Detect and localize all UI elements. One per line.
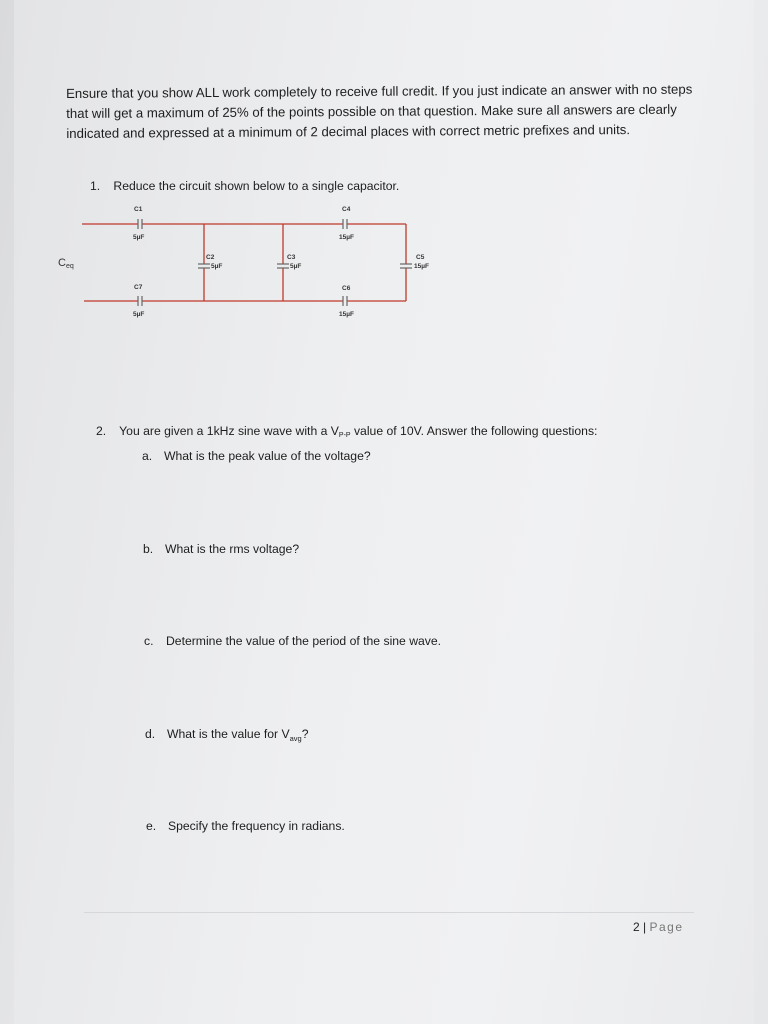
- c1-value: 5µF: [133, 234, 145, 241]
- c6-name: C6: [342, 285, 351, 292]
- c6-value: 15µF: [339, 311, 354, 318]
- page-number: [633, 920, 684, 934]
- c3-value: 5µF: [290, 263, 302, 270]
- question-2d-text-b: ?: [301, 727, 309, 741]
- question-2c-letter: c.: [144, 634, 154, 648]
- c7-value: 5µF: [133, 311, 145, 318]
- question-2b: [143, 542, 299, 556]
- footer-divider: [84, 912, 694, 913]
- circuit-wires: [82, 224, 406, 301]
- c5-value: 15µF: [414, 263, 429, 270]
- question-2-text-b: value of 10V. Answer the following questions:: [350, 424, 598, 438]
- page-number-label: Page: [649, 920, 684, 934]
- question-2e-letter: e.: [146, 819, 157, 833]
- question-2: [96, 424, 597, 439]
- question-2d: [145, 727, 308, 743]
- question-2-number: 2.: [96, 424, 107, 438]
- c1-name: C1: [134, 206, 143, 213]
- page-number-value: 2: [633, 920, 640, 934]
- ceq-label: Ceq: [58, 257, 74, 270]
- question-2d-text-a: What is the value for V: [167, 727, 290, 741]
- question-2a-letter: a.: [142, 449, 153, 463]
- question-2c-text: Determine the value of the period of the sine wave.: [166, 634, 442, 648]
- question-2-vpp-subscript: P-P: [338, 432, 351, 439]
- c4-name: C4: [342, 206, 351, 213]
- circuit-diagram: [0, 0, 768, 340]
- c4-value: 15µF: [339, 234, 354, 241]
- question-2b-letter: b.: [143, 542, 154, 556]
- question-2d-vavg-subscript: avg: [289, 734, 302, 743]
- question-2e: [146, 819, 345, 833]
- c2-name: C2: [206, 254, 215, 261]
- c3-name: C3: [287, 254, 296, 261]
- instructions-paragraph: Ensure that you show ALL work completely to receive full credit. If you just indicate an answer with no steps that will get a maximum of 25% of the points possible on that question. Make sure all answers are clearly indicated and expressed at a minimum of 2 decimal places with correct metric prefixes and units.: [66, 81, 693, 141]
- page-number-separator: |: [639, 920, 650, 934]
- question-2b-text: What is the rms voltage?: [165, 542, 300, 556]
- c2-value: 5µF: [211, 263, 223, 270]
- c7-name: C7: [134, 284, 143, 291]
- question-2c: [144, 634, 441, 648]
- question-2a-text: What is the peak value of the voltage?: [164, 449, 371, 463]
- question-2e-text: Specify the frequency in radians.: [168, 819, 345, 833]
- question-2d-letter: d.: [145, 727, 156, 741]
- question-2a: [142, 449, 371, 463]
- question-2-text-a: You are given a 1kHz sine wave with a V: [119, 424, 339, 438]
- capacitor-plates: [138, 219, 412, 306]
- c5-name: C5: [416, 254, 425, 261]
- question-1-number: 1.: [90, 179, 101, 193]
- question-1-text: Reduce the circuit shown below to a single capacitor.: [113, 179, 400, 193]
